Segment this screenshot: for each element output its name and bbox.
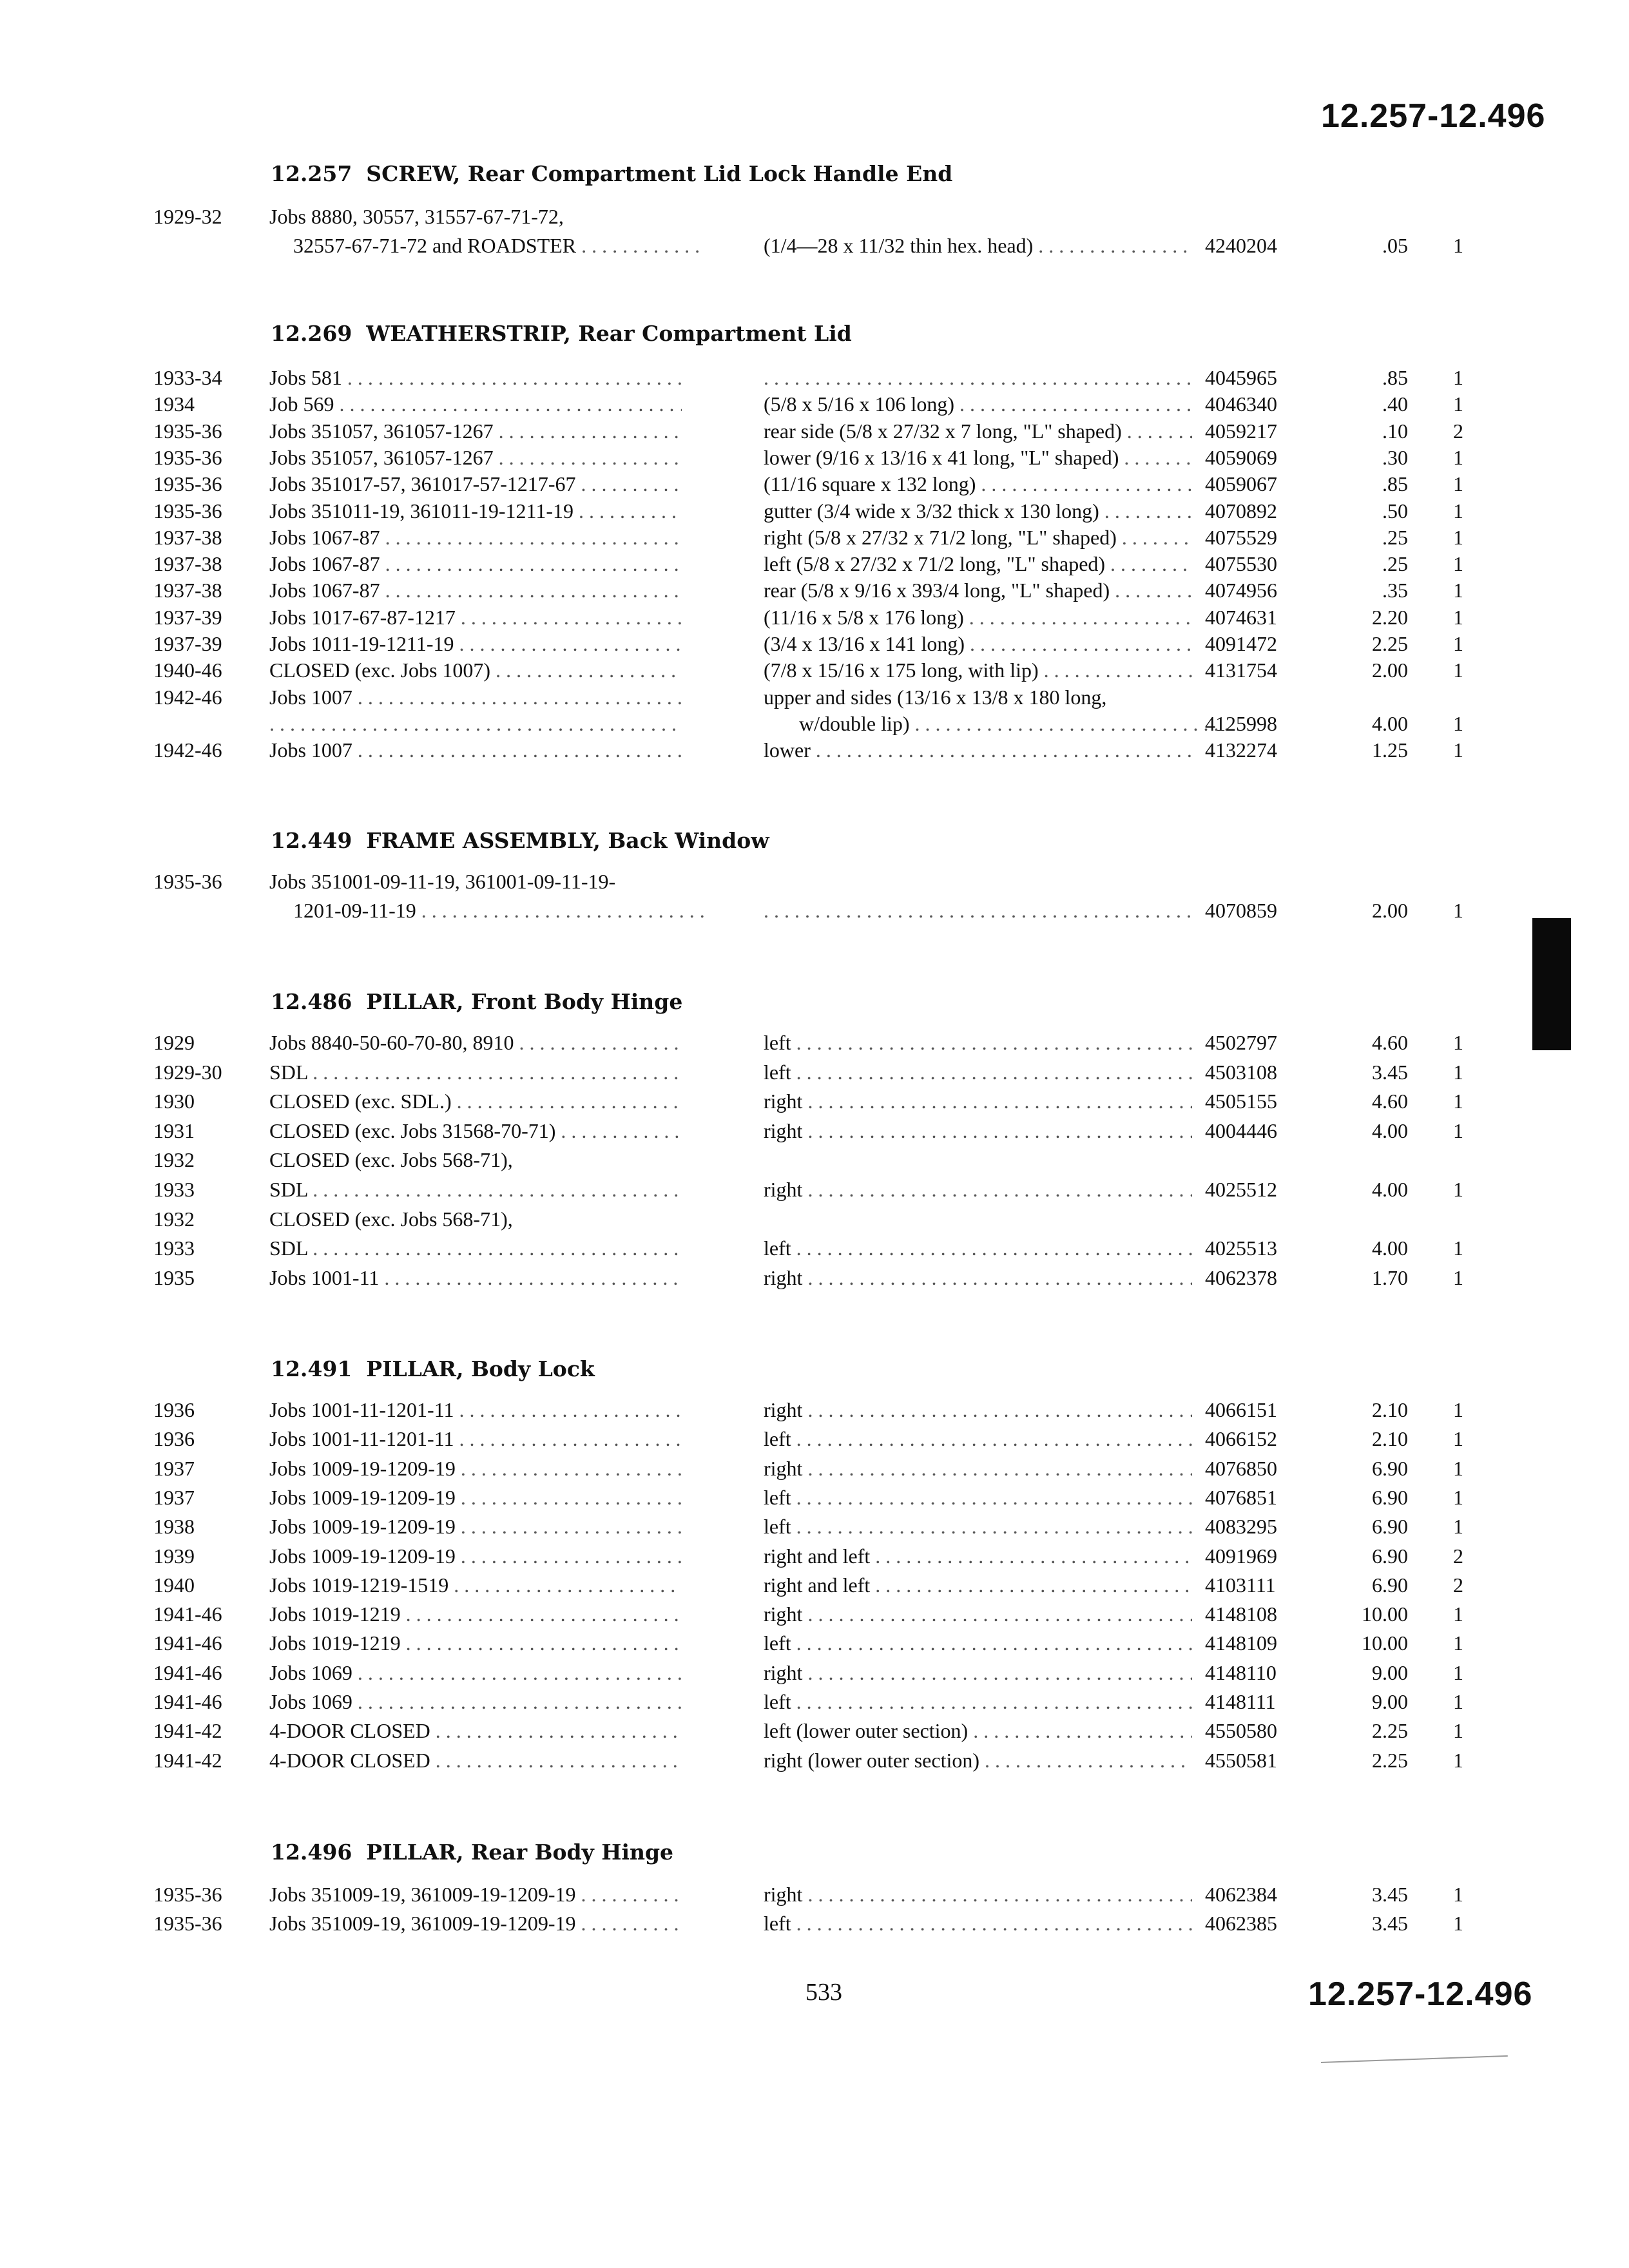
quantity-cell: 2	[1453, 419, 1463, 443]
section-title: PILLAR, Front Body Hinge	[366, 989, 683, 1014]
part-number-cell: 4059217	[1205, 419, 1277, 443]
year-cell: 1941-42	[153, 1748, 222, 1772]
part-number-cell: 4025512	[1205, 1178, 1277, 1201]
description-cell: right . . .	[764, 1457, 1192, 1481]
application-cell: Jobs 1001-11-1201-11 . . .	[269, 1398, 682, 1422]
part-number-cell: 4074956	[1205, 579, 1277, 602]
application-cell: CLOSED (exc. Jobs 568-71),	[269, 1148, 513, 1172]
quantity-cell: 1	[1453, 658, 1463, 682]
application-cell: Jobs 351009-19, 361009-19-1209-19 . . .	[269, 1883, 682, 1907]
application-cell: Jobs 1009-19-1209-19 . . .	[269, 1544, 682, 1568]
price-cell: 6.90	[1372, 1485, 1408, 1509]
quantity-cell: 1	[1453, 1602, 1463, 1626]
application-cell: 4-DOOR CLOSED . . .	[269, 1719, 682, 1743]
description-cell: left . . .	[764, 1515, 1192, 1539]
part-number-cell: 4091472	[1205, 632, 1277, 655]
page-range-bottom: 12.257-12.496	[1308, 1975, 1533, 2013]
year-cell: 1941-46	[153, 1690, 222, 1713]
year-cell: 1933-34	[153, 366, 222, 389]
quantity-cell: 1	[1453, 632, 1463, 655]
price-cell: 6.90	[1372, 1544, 1408, 1568]
section-heading	[271, 828, 769, 853]
price-cell: 4.00	[1372, 1119, 1408, 1142]
application-cell: Jobs 1067-87 . . .	[269, 526, 682, 550]
quantity-cell: 1	[1453, 472, 1463, 496]
section-heading	[271, 161, 952, 186]
part-number-cell: 4502797	[1205, 1031, 1277, 1054]
application-cell: Jobs 351017-57, 361017-57-1217-67 . . .	[269, 472, 682, 496]
price-cell: .85	[1382, 366, 1408, 389]
part-number-cell: 4240204	[1205, 234, 1277, 257]
description-cell: upper and sides (13/16 x 13/8 x 180 long,	[764, 685, 1107, 709]
part-number-cell: 4131754	[1205, 658, 1277, 682]
page-range-top: 12.257-12.496	[1321, 97, 1546, 135]
section-number: 12.491	[271, 1356, 352, 1381]
year-cell: 1936	[153, 1398, 195, 1421]
application-cell: CLOSED (exc. Jobs 568-71),	[269, 1207, 513, 1231]
year-cell: 1935-36	[153, 1883, 222, 1906]
price-cell: 2.00	[1372, 658, 1408, 682]
description-cell: left . . .	[764, 1912, 1192, 1936]
description-cell: (3/4 x 13/16 x 141 long) . . .	[764, 632, 1192, 656]
section-number: 12.449	[271, 828, 352, 853]
year-cell: 1935-36	[153, 499, 222, 523]
price-cell: .85	[1382, 472, 1408, 496]
application-cell: Jobs 1067-87 . . .	[269, 579, 682, 602]
part-number-cell: 4091969	[1205, 1544, 1277, 1568]
application-cell: Jobs 8880, 30557, 31557-67-71-72,	[269, 205, 564, 228]
application-cell: SDL . . .	[269, 1061, 682, 1084]
part-number-cell: 4148111	[1205, 1690, 1276, 1713]
description-cell: left . . .	[764, 1690, 1192, 1714]
quantity-cell: 1	[1453, 1690, 1463, 1713]
application-cell: Jobs 1069 . . .	[269, 1690, 682, 1714]
part-number-cell: 4062385	[1205, 1912, 1277, 1935]
quantity-cell: 1	[1453, 1178, 1463, 1201]
year-cell: 1937-38	[153, 525, 222, 549]
part-number-cell: 4148109	[1205, 1631, 1277, 1655]
application-cell: Jobs 8840-50-60-70-80, 8910 . . .	[269, 1031, 682, 1055]
year-cell: 1941-46	[153, 1660, 222, 1684]
part-number-cell: 4070859	[1205, 899, 1277, 922]
part-number-cell: 4076851	[1205, 1485, 1277, 1509]
year-cell: 1937-39	[153, 605, 222, 629]
price-cell: .40	[1382, 392, 1408, 416]
description-cell	[764, 899, 1192, 923]
price-cell: 3.45	[1372, 1060, 1408, 1084]
year-cell: 1935-36	[153, 445, 222, 469]
description-cell: (7/8 x 15/16 x 175 long, with lip) . . .	[764, 658, 1192, 682]
description-cell: right . . .	[764, 1178, 1192, 1202]
part-number-cell: 4059069	[1205, 445, 1277, 469]
year-cell: 1933	[153, 1178, 195, 1201]
description-cell: left . . .	[764, 1236, 1192, 1260]
description-cell: left . . .	[764, 1031, 1192, 1055]
year-cell: 1941-46	[153, 1631, 222, 1655]
application-cell: CLOSED (exc. SDL.) . . .	[269, 1090, 682, 1113]
description-cell: (11/16 square x 132 long) . . .	[764, 472, 1192, 496]
year-cell: 1934	[153, 392, 195, 416]
year-cell: 1942-46	[153, 738, 222, 762]
price-cell: 10.00	[1362, 1602, 1408, 1626]
year-cell: 1937	[153, 1485, 195, 1509]
description-cell: left . . .	[764, 1061, 1192, 1084]
price-cell: 6.90	[1372, 1515, 1408, 1539]
quantity-cell: 2	[1453, 1573, 1463, 1597]
footer-rule	[1321, 2055, 1508, 2063]
application-cell: Jobs 1019-1219-1519 . . .	[269, 1573, 682, 1597]
application-cell: Jobs 1001-11 . . .	[269, 1266, 682, 1290]
quantity-cell: 1	[1453, 1031, 1463, 1054]
price-cell: .35	[1382, 579, 1408, 602]
description-cell: (1/4—28 x 11/32 thin hex. head) . . .	[764, 234, 1192, 258]
application-cell: Jobs 1001-11-1201-11 . . .	[269, 1427, 682, 1451]
application-cell: Jobs 351001-09-11-19, 361001-09-11-19-	[269, 870, 616, 893]
quantity-cell: 1	[1453, 1398, 1463, 1421]
quantity-cell: 1	[1453, 1719, 1463, 1743]
quantity-cell: 1	[1453, 392, 1463, 416]
year-cell: 1935-36	[153, 870, 222, 893]
application-cell: SDL . . .	[269, 1236, 682, 1260]
year-cell: 1940	[153, 1573, 195, 1597]
description-cell: left . . .	[764, 1427, 1192, 1451]
application-cell: CLOSED (exc. Jobs 31568-70-71) . . .	[269, 1119, 682, 1143]
year-cell: 1933	[153, 1236, 195, 1260]
year-cell: 1930	[153, 1090, 195, 1113]
year-cell: 1929	[153, 1031, 195, 1054]
price-cell: 2.25	[1372, 632, 1408, 655]
application-cell: Jobs 1067-87 . . .	[269, 552, 682, 576]
price-cell: 1.70	[1372, 1265, 1408, 1289]
quantity-cell: 1	[1453, 1748, 1463, 1772]
description-cell: right . . .	[764, 1398, 1192, 1422]
application-cell: Jobs 351009-19, 361009-19-1209-19 . . .	[269, 1912, 682, 1936]
section-number: 12.496	[271, 1840, 352, 1865]
price-cell: 6.90	[1372, 1573, 1408, 1597]
description-cell: left (lower outer section) . . .	[764, 1719, 1192, 1743]
application-cell: Jobs 1009-19-1209-19 . . .	[269, 1457, 682, 1481]
year-cell: 1931	[153, 1119, 195, 1142]
quantity-cell: 1	[1453, 499, 1463, 523]
year-cell: 1942-46	[153, 685, 222, 709]
year-cell: 1939	[153, 1544, 195, 1568]
quantity-cell: 1	[1453, 1883, 1463, 1906]
price-cell: 2.25	[1372, 1719, 1408, 1743]
quantity-cell: 1	[1453, 899, 1463, 922]
quantity-cell: 1	[1453, 552, 1463, 576]
price-cell: 2.25	[1372, 1748, 1408, 1772]
application-cell: Jobs 1009-19-1209-19 . . .	[269, 1486, 682, 1510]
year-cell: 1940-46	[153, 658, 222, 682]
price-cell: 3.45	[1372, 1883, 1408, 1906]
description-cell: right (lower outer section) . . .	[764, 1749, 1192, 1773]
price-cell: 9.00	[1372, 1660, 1408, 1684]
application-cell: Jobs 1007 . . .	[269, 738, 682, 762]
section-heading	[271, 1840, 673, 1865]
price-cell: .50	[1382, 499, 1408, 523]
description-cell: gutter (3/4 wide x 3/32 thick x 130 long) . . .	[764, 499, 1192, 523]
price-cell: 4.00	[1372, 1236, 1408, 1260]
price-cell: 10.00	[1362, 1631, 1408, 1655]
quantity-cell: 1	[1453, 1427, 1463, 1451]
section-heading	[271, 1356, 595, 1381]
description-cell: left . . .	[764, 1631, 1192, 1655]
description-cell	[764, 366, 1192, 390]
page-number: 533	[805, 1979, 842, 2006]
year-cell: 1935	[153, 1265, 195, 1289]
section-heading	[271, 989, 682, 1014]
description-cell: w/double lip) . . .	[799, 712, 1228, 736]
part-number-cell: 4132274	[1205, 738, 1277, 762]
application-cell: Jobs 351057, 361057-1267 . . .	[269, 419, 682, 443]
section-number: 12.257	[271, 161, 352, 186]
price-cell: 1.25	[1372, 738, 1408, 762]
part-number-cell: 4148108	[1205, 1602, 1277, 1626]
description-cell: rear (5/8 x 9/16 x 393/4 long, "L" shaped) . . .	[764, 579, 1192, 602]
quantity-cell: 1	[1453, 1912, 1463, 1935]
part-number-cell: 4062384	[1205, 1883, 1277, 1906]
description-cell: rear side (5/8 x 27/32 x 7 long, "L" shaped) . . .	[764, 419, 1192, 443]
part-number-cell: 4046340	[1205, 392, 1277, 416]
part-number-cell: 4062378	[1205, 1265, 1277, 1289]
price-cell: 2.10	[1372, 1427, 1408, 1451]
price-cell: 4.00	[1372, 711, 1408, 735]
section-title: SCREW, Rear Compartment Lid Lock Handle End	[366, 161, 953, 186]
price-cell: 4.60	[1372, 1031, 1408, 1054]
part-number-cell: 4066151	[1205, 1398, 1277, 1421]
quantity-cell: 1	[1453, 711, 1463, 735]
year-cell: 1935-36	[153, 1912, 222, 1935]
part-number-cell: 4103111	[1205, 1573, 1276, 1597]
price-cell: 6.90	[1372, 1456, 1408, 1480]
quantity-cell: 1	[1453, 1485, 1463, 1509]
year-cell: 1937	[153, 1456, 195, 1480]
application-cell: Jobs 1011-19-1211-19 . . .	[269, 632, 682, 656]
part-number-cell: 4503108	[1205, 1060, 1277, 1084]
quantity-cell: 1	[1453, 366, 1463, 389]
quantity-cell: 1	[1453, 579, 1463, 602]
description-cell: right . . .	[764, 1119, 1192, 1143]
part-number-cell: 4550581	[1205, 1748, 1277, 1772]
part-number-cell: 4045965	[1205, 366, 1277, 389]
description-cell: left . . .	[764, 1486, 1192, 1510]
application-cell: Jobs 1069 . . .	[269, 1661, 682, 1685]
price-cell: 2.20	[1372, 605, 1408, 629]
description-cell: lower (9/16 x 13/16 x 41 long, "L" shaped) . . .	[764, 446, 1192, 470]
part-number-cell: 4505155	[1205, 1090, 1277, 1113]
description-cell: right . . .	[764, 1602, 1192, 1626]
price-cell: 3.45	[1372, 1912, 1408, 1935]
section-title: PILLAR, Body Lock	[366, 1356, 595, 1381]
year-cell: 1941-42	[153, 1719, 222, 1743]
quantity-cell: 1	[1453, 1660, 1463, 1684]
price-cell: .25	[1382, 525, 1408, 549]
application-cell: Jobs 581 . . .	[269, 366, 682, 390]
application-cell: Job 569 . . .	[269, 392, 682, 416]
price-cell: .05	[1382, 234, 1408, 257]
year-cell: 1937-38	[153, 579, 222, 602]
section-heading	[271, 321, 852, 346]
quantity-cell: 1	[1453, 1515, 1463, 1539]
price-cell: 4.60	[1372, 1090, 1408, 1113]
price-cell: 9.00	[1372, 1690, 1408, 1713]
application-cell: Jobs 1019-1219 . . .	[269, 1631, 682, 1655]
application-cell: Jobs 351011-19, 361011-19-1211-19 . . .	[269, 499, 682, 523]
part-number-cell: 4083295	[1205, 1515, 1277, 1539]
description-cell: (11/16 x 5/8 x 176 long) . . .	[764, 606, 1192, 629]
part-number-cell: 4025513	[1205, 1236, 1277, 1260]
application-cell: Jobs 351057, 361057-1267 . . .	[269, 446, 682, 470]
year-cell: 1937-38	[153, 552, 222, 576]
application-cell: Jobs 1019-1219 . . .	[269, 1602, 682, 1626]
price-cell: .25	[1382, 552, 1408, 576]
quantity-cell: 1	[1453, 1236, 1463, 1260]
application-cell: Jobs 1009-19-1209-19 . . .	[269, 1515, 682, 1539]
part-number-cell: 4076850	[1205, 1456, 1277, 1480]
year-cell: 1935-36	[153, 472, 222, 496]
description-cell: right and left . . .	[764, 1573, 1192, 1597]
application-cell: Jobs 1007 . . .	[269, 686, 682, 709]
application-cell	[269, 712, 682, 736]
description-cell: lower . . .	[764, 738, 1192, 762]
quantity-cell: 2	[1453, 1544, 1463, 1568]
part-number-cell: 4075529	[1205, 525, 1277, 549]
section-title: FRAME ASSEMBLY, Back Window	[366, 828, 769, 853]
year-cell: 1932	[153, 1207, 195, 1231]
thumb-index-tab	[1532, 918, 1571, 1050]
description-cell: right . . .	[764, 1090, 1192, 1113]
year-cell: 1936	[153, 1427, 195, 1451]
application-cell: 1201-09-11-19 . . .	[293, 899, 706, 923]
section-number: 12.486	[271, 989, 352, 1014]
year-cell: 1929-32	[153, 205, 222, 228]
quantity-cell: 1	[1453, 605, 1463, 629]
description-cell: right (5/8 x 27/32 x 71/2 long, "L" shaped) . . .	[764, 526, 1192, 550]
quantity-cell: 1	[1453, 525, 1463, 549]
section-number: 12.269	[271, 321, 352, 346]
quantity-cell: 1	[1453, 1060, 1463, 1084]
quantity-cell: 1	[1453, 1265, 1463, 1289]
description-cell: right . . .	[764, 1883, 1192, 1907]
quantity-cell: 1	[1453, 445, 1463, 469]
part-number-cell: 4550580	[1205, 1719, 1277, 1743]
description-cell: right . . .	[764, 1661, 1192, 1685]
description-cell: right . . .	[764, 1266, 1192, 1290]
year-cell: 1932	[153, 1148, 195, 1172]
part-number-cell: 4125998	[1205, 711, 1277, 735]
price-cell: 4.00	[1372, 1178, 1408, 1201]
year-cell: 1938	[153, 1515, 195, 1539]
application-cell: 4-DOOR CLOSED . . .	[269, 1749, 682, 1773]
quantity-cell: 1	[1453, 1456, 1463, 1480]
price-cell: 2.00	[1372, 899, 1408, 922]
year-cell: 1937-39	[153, 632, 222, 655]
application-cell: CLOSED (exc. Jobs 1007) . . .	[269, 658, 682, 682]
price-cell: 2.10	[1372, 1398, 1408, 1421]
section-title: PILLAR, Rear Body Hinge	[366, 1840, 674, 1865]
quantity-cell: 1	[1453, 234, 1463, 257]
section-title: WEATHERSTRIP, Rear Compartment Lid	[366, 321, 852, 346]
quantity-cell: 1	[1453, 1119, 1463, 1142]
part-number-cell: 4074631	[1205, 605, 1277, 629]
description-cell: (5/8 x 5/16 x 106 long) . . .	[764, 392, 1192, 416]
year-cell: 1935-36	[153, 419, 222, 443]
part-number-cell: 4070892	[1205, 499, 1277, 523]
quantity-cell: 1	[1453, 1090, 1463, 1113]
part-number-cell: 4059067	[1205, 472, 1277, 496]
quantity-cell: 1	[1453, 1631, 1463, 1655]
application-cell: 32557-67-71-72 and ROADSTER . . .	[293, 234, 706, 258]
application-cell: Jobs 1017-67-87-1217 . . .	[269, 606, 682, 629]
description-cell: right and left . . .	[764, 1544, 1192, 1568]
part-number-cell: 4075530	[1205, 552, 1277, 576]
price-cell: .30	[1382, 445, 1408, 469]
description-cell: left (5/8 x 27/32 x 71/2 long, "L" shaped) . . .	[764, 552, 1192, 576]
part-number-cell: 4148110	[1205, 1660, 1277, 1684]
application-cell: SDL . . .	[269, 1178, 682, 1202]
price-cell: .10	[1382, 419, 1408, 443]
year-cell: 1929-30	[153, 1060, 222, 1084]
year-cell: 1941-46	[153, 1602, 222, 1626]
part-number-cell: 4004446	[1205, 1119, 1277, 1142]
quantity-cell: 1	[1453, 738, 1463, 762]
part-number-cell: 4066152	[1205, 1427, 1277, 1451]
